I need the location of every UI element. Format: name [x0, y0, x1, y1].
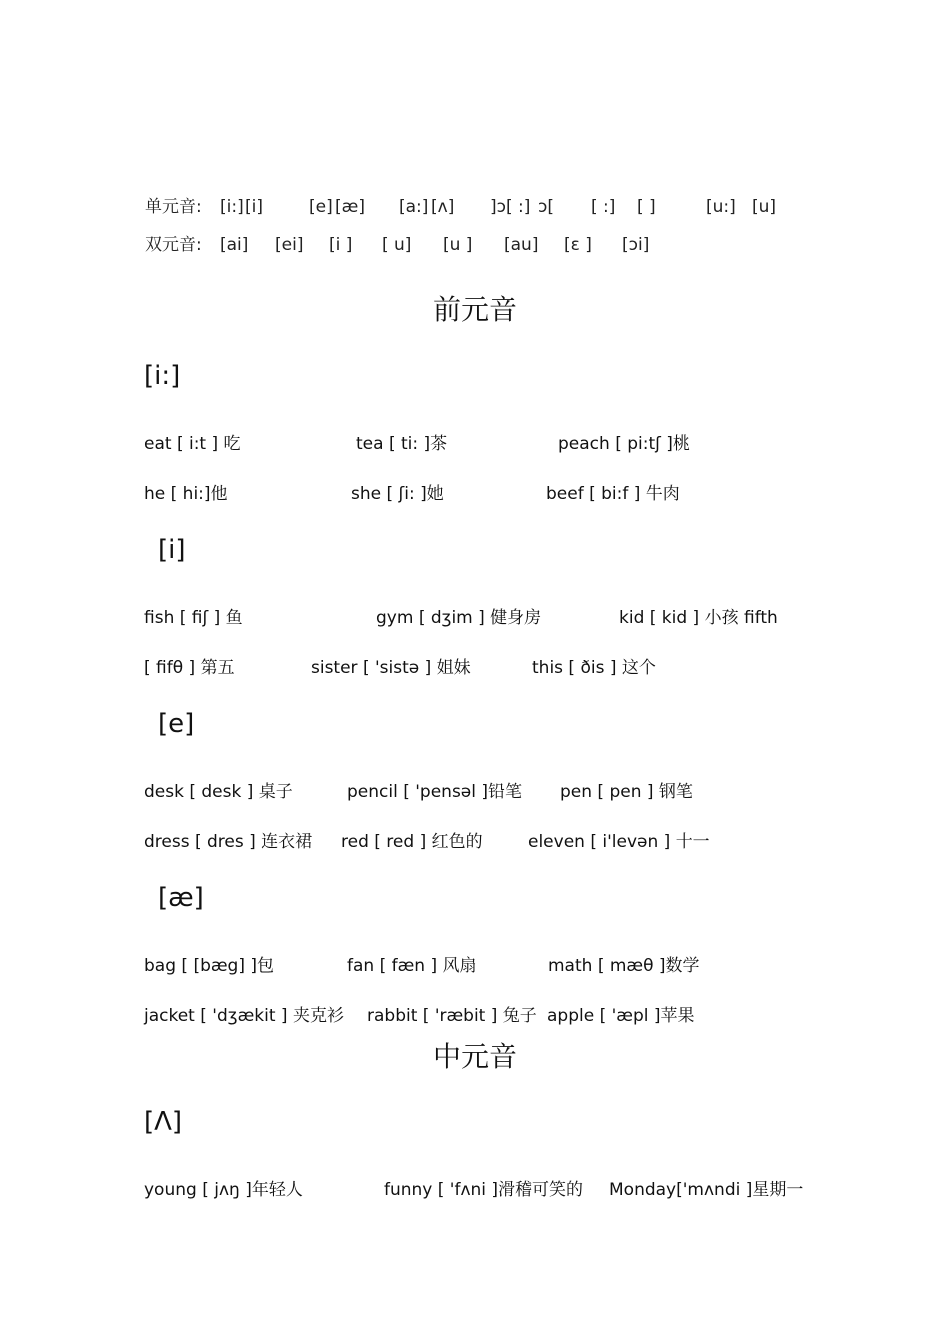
- monophthong-item: [a:]: [399, 197, 429, 217]
- word-entry: [ fifθ ] 第五: [144, 658, 235, 678]
- monophthong-item: [e]: [309, 197, 333, 217]
- word-entry: gym [ dʒim ] 健身房: [376, 608, 542, 628]
- word-entry: sister [ 'sistə ] 姐妹: [311, 658, 471, 678]
- word-entry: jacket [ 'dʒækit ] 夹克衫: [144, 1006, 344, 1026]
- word-entry: fish [ fiʃ ] 鱼: [144, 608, 243, 628]
- word-entry: apple [ 'æpl ]苹果: [547, 1006, 695, 1026]
- monophthong-item: ]ɔ[ :]: [490, 197, 531, 217]
- diphthong-row: [145, 234, 845, 256]
- word-entry: peach [ pi:tʃ ]桃: [558, 434, 690, 454]
- word-entry: young [ jʌŋ ]年轻人: [144, 1180, 303, 1200]
- diphthong-item: [u ]: [443, 235, 473, 255]
- monophthong-item: ɔ[: [538, 197, 554, 217]
- monophthong-item: [u:]: [706, 197, 736, 217]
- diphthong-item: [ε ]: [564, 235, 592, 255]
- section-title-front-vowels: 前元音: [432, 293, 517, 326]
- monophthong-row: [145, 196, 845, 218]
- word-entry: pen [ pen ] 钢笔: [560, 782, 693, 802]
- word-entry: red [ red ] 红色的: [341, 832, 483, 852]
- phoneme-heading: [i]: [158, 535, 186, 565]
- word-entry: Monday['mʌndi ]星期一: [609, 1180, 804, 1200]
- monophthong-item: [u]: [752, 197, 777, 217]
- section-title-central-vowels: 中元音: [432, 1040, 517, 1073]
- monophthong-item: [ :]: [591, 197, 616, 217]
- monophthong-item: [i]: [245, 197, 263, 217]
- diphthong-item: [ɔi]: [622, 235, 650, 255]
- word-entry: he [ hi:]他: [144, 484, 228, 504]
- word-entry: eat [ i:t ] 吃: [144, 434, 241, 454]
- diphthong-item: [ u]: [382, 235, 412, 255]
- word-entry: she [ ʃi: ]她: [351, 484, 444, 504]
- word-entry: math [ mæθ ]数学: [548, 956, 700, 976]
- monophthongs-label: 单元音:: [145, 197, 202, 217]
- monophthong-item: [ʌ]: [431, 197, 455, 217]
- word-entry: bag [ [bæg] ]包: [144, 956, 275, 976]
- diphthong-item: [ai]: [220, 235, 249, 255]
- monophthong-item: [ ]: [637, 197, 656, 217]
- word-entry: tea [ ti: ]茶: [356, 434, 448, 454]
- word-entry: eleven [ i'levən ] 十一: [528, 832, 710, 852]
- phoneme-heading: [i:]: [144, 361, 181, 391]
- phoneme-heading: [Λ]: [144, 1107, 183, 1137]
- monophthong-item: [i:]: [220, 197, 244, 217]
- word-entry: beef [ bi:f ] 牛肉: [546, 484, 680, 504]
- word-entry: dress [ dres ] 连衣裙: [144, 832, 313, 852]
- diphthong-item: [i ]: [329, 235, 353, 255]
- word-entry: desk [ desk ] 桌子: [144, 782, 293, 802]
- phoneme-heading: [æ]: [158, 883, 204, 913]
- diphthong-item: [ei]: [275, 235, 304, 255]
- diphthong-item: [au]: [504, 235, 539, 255]
- word-entry: fan [ fæn ] 风扇: [347, 956, 477, 976]
- monophthong-item: [æ]: [335, 197, 365, 217]
- diphthongs-label: 双元音:: [145, 235, 202, 255]
- word-entry: this [ ðis ] 这个: [532, 658, 656, 678]
- word-entry: rabbit [ 'ræbit ] 兔子: [367, 1006, 537, 1026]
- word-entry: funny [ 'fʌni ]滑稽可笑的: [384, 1180, 584, 1200]
- word-entry: kid [ kid ] 小孩 fifth: [619, 608, 778, 628]
- word-entry: pencil [ 'pensəl ]铅笔: [347, 782, 523, 802]
- phoneme-heading: [e]: [158, 709, 195, 739]
